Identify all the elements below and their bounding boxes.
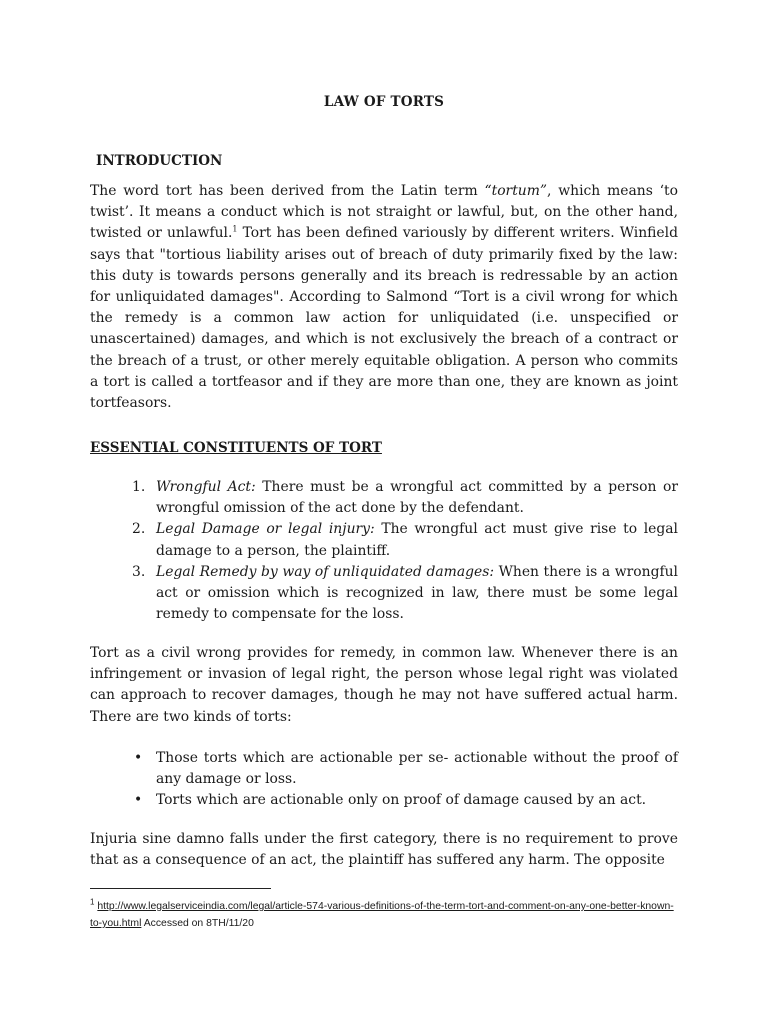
item-text: There must be a wrongful act committed by a person or wrongful omission of the act done by the defendant. (156, 479, 678, 517)
bullet-icon: • (134, 750, 143, 766)
item-term: Wrongful Act: (156, 479, 256, 495)
kinds-item (90, 790, 678, 811)
footnote-reference[interactable]: 1 (232, 224, 238, 234)
footnote-accessed: Accessed on 8TH/11/20 (141, 918, 254, 929)
kinds-item-text: Torts which are actionable only on proof of damage caused by an act. (156, 792, 647, 809)
intro-text-c: Tort has been defined variously by different writers. Winfield says that "tortious liability arises out of breach of duty primarily fixed by the law: this duty is towards persons generally and its breach is redressable by an action for unliquidated damages". According to Salmond “Tort is a civil wrong for which the remedy is a common law action for unliquidated (i.e. unspecified or unascertained) damages, and which is not exclusively the breach of a contract or the breach of a trust, or other merely equitable obligation. A person who commits a tort is called a tortfeasor and if they are more than one, they are known as joint tortfeasors. (90, 225, 678, 412)
intro-text-b: , which means ‘to twist’. It means a conduct which is not straight or lawful, but, on the other hand, twisted or unlawful. (90, 183, 678, 242)
item-text: The wrongful act must give rise to legal damage to a person, the plaintiff. (156, 521, 678, 559)
introduction-paragraph (90, 181, 678, 414)
item-term: Legal Remedy by way of unliquidated damages: (156, 563, 495, 580)
item-number: 2. (132, 521, 146, 538)
footnote-divider (90, 888, 271, 889)
document-title: LAW OF TORTS (323, 94, 445, 110)
introduction-heading: INTRODUCTION (96, 153, 223, 169)
essential-item (90, 519, 678, 561)
essential-item (90, 562, 678, 626)
bullet-icon: • (134, 792, 143, 809)
injuria-paragraph: Injuria sine damno falls under the first category, there is no requirement to prove that as a consequence of an act, the plaintiff has suffered any harm. The opposite (90, 831, 678, 869)
item-number: 3. (132, 563, 146, 580)
kinds-item (90, 748, 678, 790)
item-text: When there is a wrongful act or omission which is recognized in law, there must be some legal remedy to compensate for the loss. (156, 563, 678, 623)
essentials-heading: ESSENTIAL CONSTITUENTS OF TORT (90, 440, 382, 456)
footnote-link[interactable]: http://www.legalserviceindia.com/legal/article-574-various-definitions-of-the-term-tort-and-comment-on-any-one-better-known-to-you.html (90, 901, 674, 929)
intro-text-a: The word tort has been derived from the Latin term (90, 183, 485, 199)
kinds-item-text: Those torts which are actionable per se- actionable without the proof of any damage or loss. (156, 750, 678, 788)
footnote (90, 898, 680, 932)
footnote-marker: 1 (90, 897, 95, 907)
kinds-list (90, 748, 678, 812)
item-number: 1. (132, 479, 146, 495)
essentials-list (90, 477, 678, 625)
item-term: Legal Damage or legal injury: (156, 521, 375, 538)
latin-term: “tortum” (484, 183, 548, 199)
kinds-paragraph: Tort as a civil wrong provides for remedy, in common law. Whenever there is an infringement or invasion of legal right, the person whose legal right was violated can approach to recover damages, though he may not have suffered actual harm. There are two kinds of torts: (90, 645, 678, 725)
essential-item (90, 477, 678, 519)
